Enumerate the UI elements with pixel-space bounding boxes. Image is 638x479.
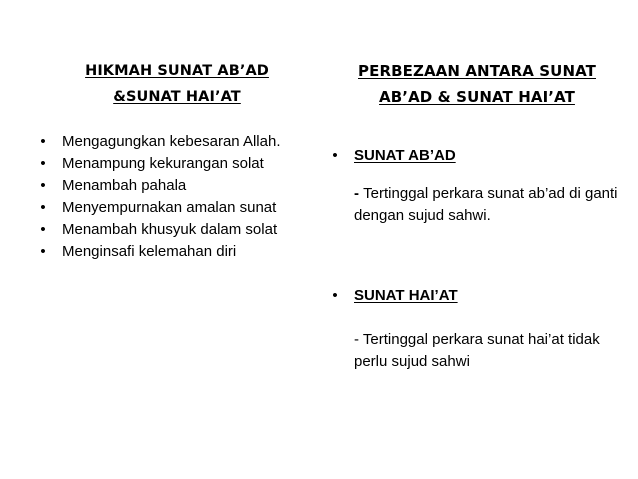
- bullet-icon: •: [332, 147, 338, 164]
- section-title: [328, 145, 624, 167]
- bullet-icon: •: [40, 177, 46, 194]
- right-heading: [324, 58, 630, 110]
- list-item: [36, 219, 318, 241]
- list-item: [36, 175, 318, 197]
- bullet-icon: •: [332, 287, 338, 304]
- section-title: [328, 285, 624, 307]
- bullet-icon: •: [40, 155, 46, 172]
- section-description: [328, 329, 624, 373]
- bullet-icon: •: [40, 243, 46, 260]
- hikmah-list: [36, 131, 318, 263]
- list-item: [36, 197, 318, 219]
- dash-marker: -: [354, 331, 363, 348]
- section-title-text: SUNAT HAI’AT: [354, 287, 458, 304]
- section-sunat-abad: [328, 145, 624, 227]
- section-title-text: SUNAT AB’AD: [354, 147, 456, 164]
- list-item-text: Menyempurnakan amalan sunat: [62, 199, 277, 216]
- list-item: [36, 131, 318, 153]
- bullet-icon: •: [40, 133, 46, 150]
- left-heading: [52, 58, 302, 110]
- left-heading-line-2: &SUNAT HAI’AT: [113, 89, 241, 105]
- list-item: [36, 153, 318, 175]
- bullet-icon: •: [40, 199, 46, 216]
- right-heading-line-1: PERBEZAAN ANTARA SUNAT: [358, 62, 596, 80]
- list-item-text: Menginsafi kelemahan diri: [62, 243, 237, 260]
- list-item-text: Menambah pahala: [62, 177, 187, 194]
- list-item-text: Mengagungkan kebesaran Allah.: [62, 133, 281, 150]
- section-description: [328, 183, 624, 227]
- list-item-text: Menambah khusyuk dalam solat: [62, 221, 278, 238]
- list-item: [36, 241, 318, 263]
- list-item-text: Menampung kekurangan solat: [62, 155, 264, 172]
- dash-marker: -: [354, 185, 364, 202]
- left-heading-line-1: HIKMAH SUNAT AB’AD: [85, 63, 269, 79]
- section-description-text: Tertinggal perkara sunat hai’at tidak perlu sujud sahwi: [354, 331, 600, 370]
- section-description-text: Tertinggal perkara sunat ab’ad di ganti dengan sujud sahwi.: [354, 185, 618, 224]
- section-sunat-haiat: [328, 285, 624, 373]
- right-heading-line-2: AB’AD & SUNAT HAI’AT: [379, 88, 575, 106]
- bullet-icon: •: [40, 221, 46, 238]
